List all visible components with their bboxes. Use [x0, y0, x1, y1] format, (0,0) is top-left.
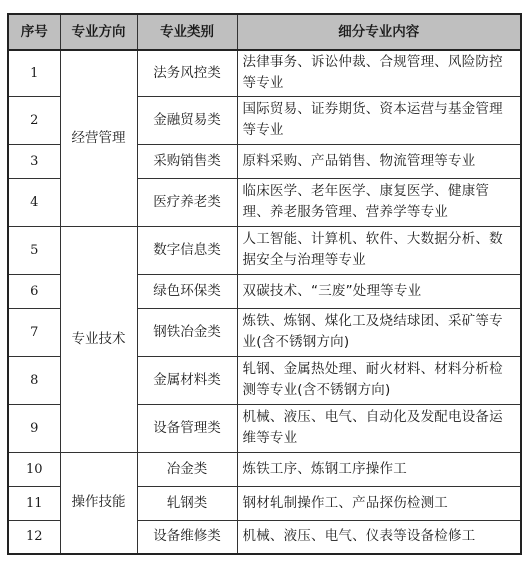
row-detail: 机械、液压、电气、仪表等设备检修工: [237, 520, 521, 554]
row-detail: 炼铁、炼钢、煤化工及烧结球团、采矿等专业(含不锈钢方向): [237, 308, 521, 356]
row-category: 冶金类: [137, 452, 237, 486]
row-detail: 机械、液压、电气、自动化及发配电设备运维等专业: [237, 404, 521, 452]
row-seq: 12: [8, 520, 60, 554]
table-container: [7, 13, 522, 555]
row-seq: 10: [8, 452, 60, 486]
row-detail: 临床医学、老年医学、康复医学、健康管理、养老服务管理、营养学等专业: [237, 178, 521, 226]
row-seq: 7: [8, 308, 60, 356]
header-detail: 细分专业内容: [237, 14, 521, 50]
row-category: 设备管理类: [137, 404, 237, 452]
table-row: [8, 452, 521, 486]
table-row: [8, 226, 521, 274]
row-seq: 1: [8, 50, 60, 96]
row-category: 采购销售类: [137, 144, 237, 178]
direction-cell: 专业技术: [60, 226, 137, 452]
row-category: 设备维修类: [137, 520, 237, 554]
row-seq: 2: [8, 96, 60, 144]
row-seq: 8: [8, 356, 60, 404]
row-detail: 炼铁工序、炼钢工序操作工: [237, 452, 521, 486]
row-seq: 9: [8, 404, 60, 452]
row-detail: 人工智能、计算机、软件、大数据分析、数据安全与治理等专业: [237, 226, 521, 274]
row-detail: 轧钢、金属热处理、耐火材料、材料分析检测等专业(含不锈钢方向): [237, 356, 521, 404]
row-detail: 国际贸易、证券期货、资本运营与基金管理等专业: [237, 96, 521, 144]
row-category: 金属材料类: [137, 356, 237, 404]
header-row: [8, 14, 521, 50]
direction-cell: 经营管理: [60, 50, 137, 226]
header-seq: 序号: [8, 14, 60, 50]
row-detail: 原料采购、产品销售、物流管理等专业: [237, 144, 521, 178]
row-seq: 11: [8, 486, 60, 520]
row-seq: 3: [8, 144, 60, 178]
table-row: [8, 50, 521, 96]
row-detail: 法律事务、诉讼仲裁、合规管理、风险防控等专业: [237, 50, 521, 96]
row-category: 绿色环保类: [137, 274, 237, 308]
row-seq: 6: [8, 274, 60, 308]
row-seq: 4: [8, 178, 60, 226]
direction-cell: 操作技能: [60, 452, 137, 554]
specialty-table: [7, 13, 522, 555]
header-category: 专业类别: [137, 14, 237, 50]
row-detail: 钢材轧制操作工、产品探伤检测工: [237, 486, 521, 520]
row-category: 钢铁冶金类: [137, 308, 237, 356]
row-category: 数字信息类: [137, 226, 237, 274]
row-category: 医疗养老类: [137, 178, 237, 226]
row-seq: 5: [8, 226, 60, 274]
header-direction: 专业方向: [60, 14, 137, 50]
row-category: 金融贸易类: [137, 96, 237, 144]
row-category: 法务风控类: [137, 50, 237, 96]
row-category: 轧钢类: [137, 486, 237, 520]
row-detail: 双碳技术、“三废”处理等专业: [237, 274, 521, 308]
